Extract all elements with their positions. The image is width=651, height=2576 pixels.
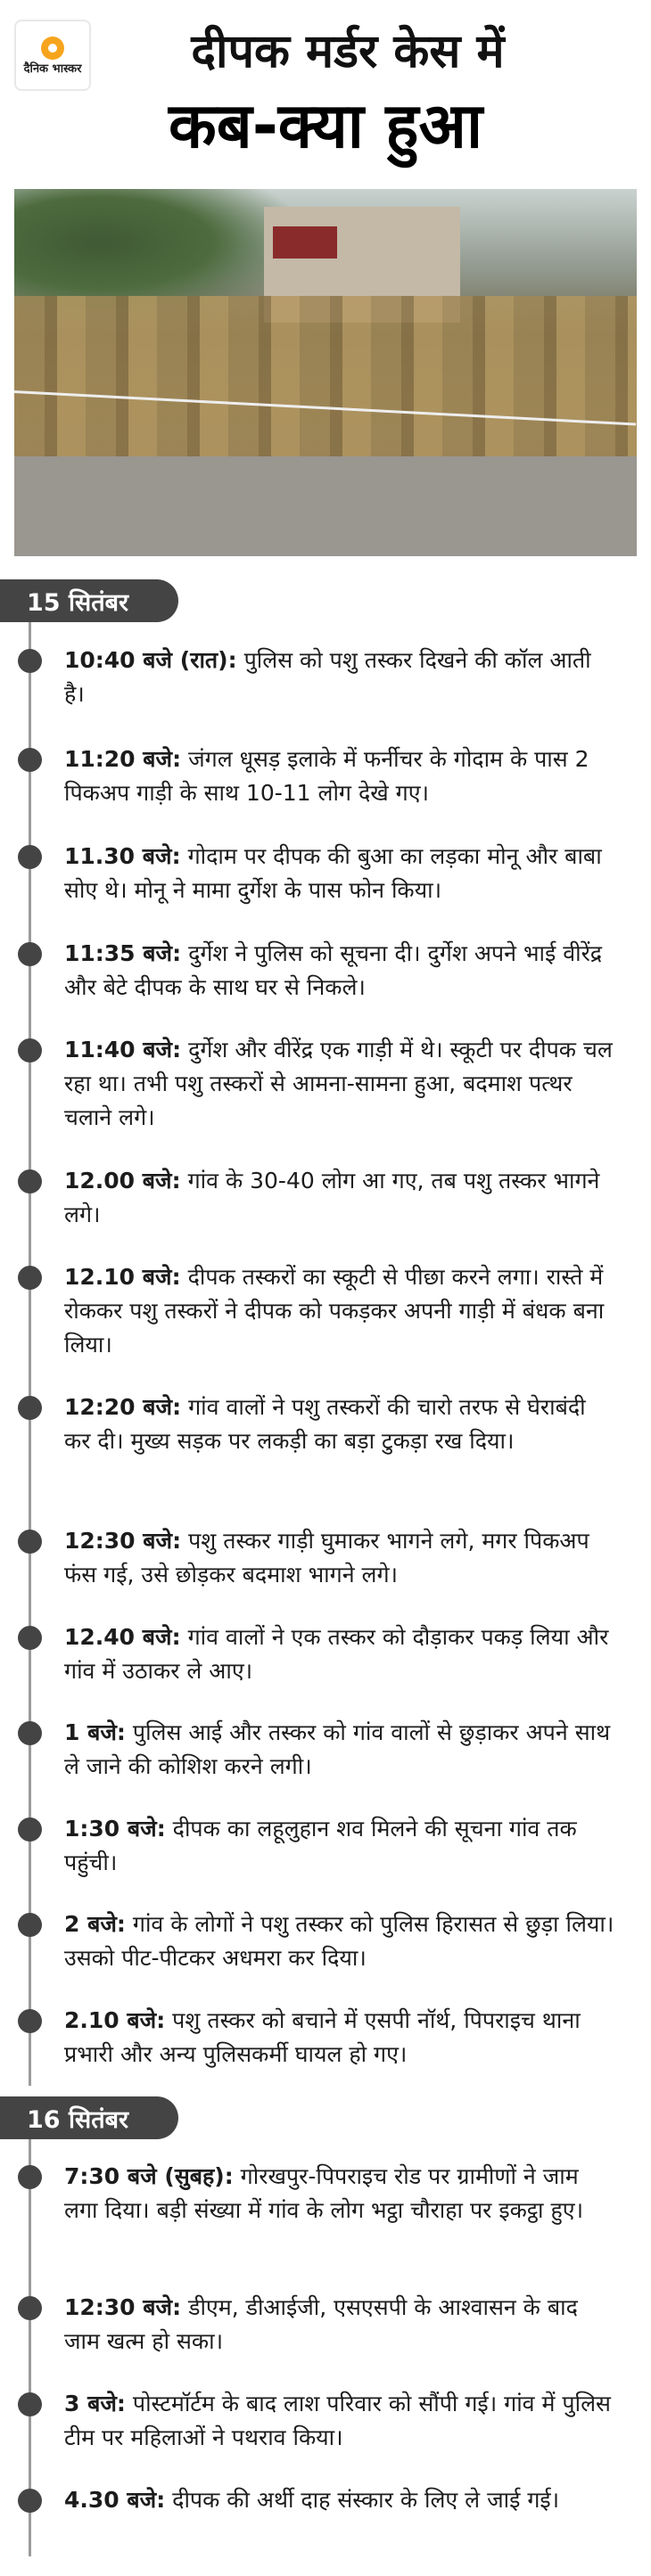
timeline-dot (18, 2489, 42, 2513)
timeline-dot (18, 2165, 42, 2189)
entry-text (64, 742, 617, 810)
entry-time: 12:30 बजे: (64, 2294, 182, 2320)
timeline-dot (18, 1626, 42, 1650)
entry-time: 3 बजे: (64, 2391, 126, 2416)
entry-text (64, 2291, 617, 2359)
timeline-dot (18, 2296, 42, 2320)
entry-time: 1 बजे: (64, 1719, 126, 1745)
brand-logo[interactable] (14, 20, 91, 91)
entry-description: गांव के लोगों ने पशु तस्कर को पुलिस हिरासत से छुड़ा लिया। उसको पीट-पीटकर अधमरा कर दिया। (64, 1911, 614, 1971)
entry-time: 12.10 बजे: (64, 1264, 181, 1290)
entry-text (64, 1812, 617, 1880)
entry-text (64, 1716, 617, 1784)
entry-time: 11.30 बजे: (64, 843, 181, 869)
entry-text (64, 644, 617, 711)
timeline-dot (18, 845, 42, 869)
photo-police-officers (14, 296, 637, 465)
date-label-15-sep: 15 सितंबर (0, 579, 178, 622)
entry-text (64, 840, 617, 907)
entry-text (64, 2387, 617, 2455)
police-crowd-photo (14, 189, 637, 556)
entry-description: डीएम, डीआईजी, एसएसपी के आश्वासन के बाद जाम खत्म हो सका। (64, 2294, 578, 2354)
entry-description: दीपक तस्करों का स्कूटी से पीछा करने लगा। रास्ते में रोककर पशु तस्करों ने दीपक को पकड़कर अपनी गाड़ी में बंधक बना लिया। (64, 1264, 605, 1358)
entry-description: पुलिस को पशु तस्कर दिखने की कॉल आती है। (64, 647, 591, 707)
entry-time: 12:30 बजे: (64, 1528, 182, 1554)
timeline-dot (18, 649, 42, 673)
entry-time: 10:40 बजे (रात): (64, 647, 237, 673)
timeline-dot (18, 2392, 42, 2416)
entry-text (64, 1907, 617, 1975)
sun-icon (41, 37, 64, 60)
entry-description: दुर्गेश और वीरेंद्र एक गाड़ी में थे। स्कूटी पर दीपक चल रहा था। तभी पशु तस्करों से आमना-सामना हुआ, बदमाश पत्थर चलाने लगे। (64, 1037, 613, 1130)
entry-time: 7:30 बजे (सुबह): (64, 2163, 234, 2189)
entry-description: गांव वालों ने एक तस्कर को दौड़ाकर पकड़ लिया और गांव में उठाकर ले आए। (64, 1624, 609, 1684)
entry-description: पोस्टमॉर्टम के बाद लाश परिवार को सौंपी गई। गांव में पुलिस टीम पर महिलाओं ने पथराव किया। (64, 2391, 611, 2450)
entry-description: दुर्गेश ने पुलिस को सूचना दी। दुर्गेश अपने भाई वीरेंद्र और बेटे दीपक के साथ घर से निकले। (64, 940, 603, 1000)
entry-text (64, 2483, 617, 2517)
logo-text: दैनिक भास्कर (23, 62, 82, 76)
timeline-dot (18, 1817, 42, 1842)
timeline-dot (18, 1396, 42, 1420)
entry-description: गांव वालों ने पशु तस्करों की चारो तरफ से घेराबंदी कर दी। मुख्य सड़क पर लकड़ी का बड़ा टुकड़ा रख दिया। (64, 1394, 586, 1454)
timeline-dot (18, 2009, 42, 2033)
photo-signboard (273, 226, 337, 258)
entry-time: 11:20 बजे: (64, 746, 182, 772)
entry-text (64, 1164, 617, 1232)
entry-text (64, 937, 617, 1005)
entry-text (64, 2004, 617, 2071)
timeline-dot (18, 1169, 42, 1194)
entry-description: गांव के 30-40 लोग आ गए, तब पशु तस्कर भागने लगे। (64, 1168, 600, 1227)
entry-description: पशु तस्कर गाड़ी घुमाकर भागने लगे, मगर पिकअप फंस गई, उसे छोड़कर बदमाश भागने लगे। (64, 1528, 589, 1587)
timeline-line-1 (29, 588, 31, 2086)
entry-text (64, 1524, 617, 1592)
timeline-dot (18, 1266, 42, 1290)
entry-text (64, 2160, 617, 2227)
timeline-dot (18, 748, 42, 772)
entry-time: 11:40 बजे: (64, 1037, 182, 1062)
date-label-16-sep: 16 सितंबर (0, 2096, 178, 2139)
entry-description: गोरखपुर-पिपराइच रोड पर ग्रामीणों ने जाम लगा दिया। बड़ी संख्या में गांव के लोग भट्ठा चौराहा पर इकट्ठा हुए। (64, 2163, 584, 2223)
entry-text (64, 1391, 617, 1458)
timeline-dot (18, 1913, 42, 1937)
entry-description: पुलिस आई और तस्कर को गांव वालों से छुड़ाकर अपने साथ ले जाने की कोशिश करने लगी। (64, 1719, 611, 1779)
entry-time: 12.40 बजे: (64, 1624, 181, 1650)
entry-description: गोदाम पर दीपक की बुआ का लड़का मोनू और बाबा सोए थे। मोनू ने मामा दुर्गेश के पास फोन किया। (64, 843, 602, 903)
entry-text (64, 1620, 617, 1688)
photo-road (14, 456, 637, 556)
timeline-dot (18, 1530, 42, 1554)
entry-time: 12.00 बजे: (64, 1168, 181, 1194)
entry-text (64, 1260, 617, 1362)
headline-line-2: कब-क्या हुआ (168, 89, 483, 162)
entry-description: पशु तस्कर को बचाने में एसपी नॉर्थ, पिपराइच थाना प्रभारी और अन्य पुलिसकर्मी घायल हो गए। (64, 2007, 581, 2067)
entry-time: 4.30 बजे: (64, 2487, 166, 2513)
timeline-dot (18, 1721, 42, 1745)
timeline-dot (18, 1038, 42, 1062)
entry-time: 12:20 बजे: (64, 1394, 182, 1420)
entry-time: 1:30 बजे: (64, 1816, 166, 1842)
entry-description: दीपक की अर्थी दाह संस्कार के लिए ले जाई गई। (172, 2487, 560, 2513)
headline-line-1: दीपक मर्डर केस में (191, 25, 505, 78)
entry-time: 11:35 बजे: (64, 940, 182, 966)
entry-time: 2 बजे: (64, 1911, 126, 1937)
entry-description: दीपक का लहूलुहान शव मिलने की सूचना गांव तक पहुंची। (64, 1816, 577, 1875)
article-header (0, 0, 651, 183)
entry-description: जंगल धूसड़ इलाके में फर्नीचर के गोदाम के पास 2 पिकअप गाड़ी के साथ 10-11 लोग देखे गए। (64, 746, 589, 806)
timeline-dot (18, 942, 42, 966)
entry-time: 2.10 बजे: (64, 2007, 166, 2033)
entry-text (64, 1033, 617, 1135)
